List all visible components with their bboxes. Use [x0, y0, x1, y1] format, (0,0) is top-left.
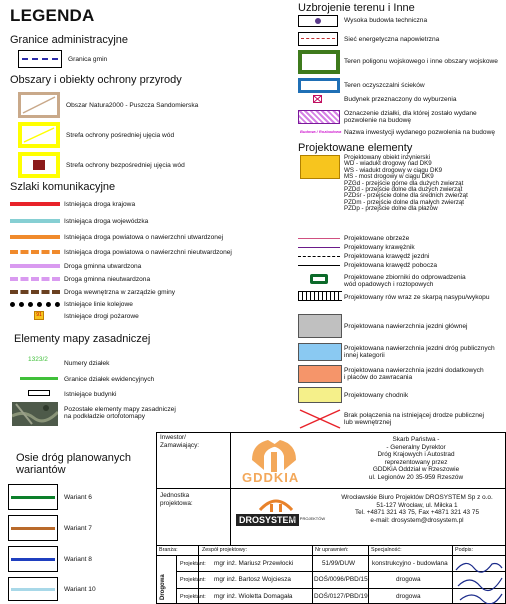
- route-swatch-gminna-nieutw: [10, 277, 60, 281]
- additional-road-swatch: [298, 365, 342, 383]
- route-label-3: Istniejąca droga powiatowa o nawierzchni nieutwardzonej: [64, 249, 232, 256]
- unit-label: Jednostka projektowa:: [160, 492, 193, 507]
- edge-border-swatch: [298, 238, 340, 239]
- route-label-6: Droga wewnętrzna w zarządzie gminy: [64, 289, 176, 296]
- hdr-sign: Podpis:: [455, 547, 473, 553]
- gddkia-logo-text: GDDKIA: [242, 470, 300, 485]
- row1-role: Projektant:: [180, 577, 206, 583]
- other-road-swatch: [298, 343, 342, 361]
- section-routes-heading: Szlaki komunikacyjne: [10, 181, 116, 193]
- wariant7-swatch: [8, 515, 58, 541]
- structure-swatch: [300, 155, 340, 179]
- drosystem-logo: [236, 496, 326, 540]
- row1-name: mgr inż. Bartosz Wojciesza: [214, 576, 291, 583]
- section-projected-heading: Projektowane elementy: [298, 142, 413, 154]
- base-label-2: Istniejące budynki: [64, 391, 117, 398]
- power-line-swatch: [298, 32, 338, 46]
- route-swatch-krajowa: [10, 202, 60, 206]
- projected-label-9: Projektowany chodnik: [344, 392, 409, 399]
- demolition-swatch: [313, 95, 322, 103]
- projected-label-4: Projektowane zbiorniki do odprowadzenia wód opadowych i roztopowych: [344, 274, 466, 289]
- sidewalk-swatch: [298, 387, 342, 403]
- hdr-spec: Specjalność:: [371, 547, 402, 553]
- drosystem-logo-text: DROSYSTEM: [236, 514, 299, 526]
- ditch-swatch: [298, 291, 342, 301]
- route-swatch-gminna-utw: [10, 264, 60, 268]
- military-swatch: [298, 50, 340, 74]
- base-label-0: Numery działek: [64, 360, 110, 367]
- permit-name-swatch: Budowa / Rozbudowa: [300, 129, 342, 134]
- projected-label-8: Projektowana nawierzchnia jezdni dodatkowych i placów do zawracania: [344, 367, 484, 382]
- row2-role: Projektant:: [180, 594, 206, 600]
- signature-marks: [452, 556, 506, 604]
- route-swatch-wojewodzka: [10, 219, 60, 223]
- wariant8-swatch: [8, 546, 58, 572]
- route-label-8: Istniejące drogi pożarowe: [64, 313, 139, 320]
- route-label-4: Droga gminna utwardzona: [64, 263, 142, 270]
- main-road-swatch: [298, 314, 342, 338]
- bezposrednia-swatch: [18, 152, 60, 178]
- route-label-2: Istniejąca droga powiatowa o nawierzchni utwardzonej: [64, 234, 224, 241]
- road-edge-swatch: [298, 256, 340, 257]
- protect-label-2: Strefa ochrony bezpośredniej ujęcia wód: [66, 162, 185, 169]
- row2-num: DOŚ/0127/PBD/19: [314, 593, 368, 600]
- parcel-number-sample: 1323/2: [28, 356, 48, 363]
- projected-label-6: Projektowana nawierzchnia jezdni głównej: [344, 323, 468, 330]
- terrain-label-4: Budynek przeznaczony do wyburzenia: [344, 96, 457, 103]
- oczyszczalnia-swatch: [298, 78, 340, 93]
- building-swatch: [28, 390, 50, 396]
- base-label-1: Granice działek ewidencyjnych: [64, 376, 155, 383]
- projected-label-1: Projektowany krawężnik: [344, 244, 415, 251]
- drosystem-logo-sub: BIURO PROJEKTÓW: [286, 516, 326, 521]
- terrain-label-1: Sieć energetyczna napowietrzna: [344, 36, 440, 43]
- section-admin-heading: Granice administracyjne: [10, 34, 128, 46]
- terrain-label-2: Teren poligonu wojskowego i inne obszary wojskowe: [344, 58, 498, 65]
- terrain-label-3: Teren oczyszczalni ścieków: [344, 82, 425, 89]
- projected-label-2: Projektowana krawędź jezdni: [344, 253, 430, 260]
- projected-label-10: Brak połączenia na istniejącej drodze publicznej lub wewnętrznej: [344, 412, 485, 427]
- projected-label-7: Projektowana nawierzchnia jezdni dróg publicznych innej kategorii: [344, 345, 495, 360]
- section-terrain-heading: Uzbrojenie terenu i Inne: [298, 2, 415, 14]
- wariant10-swatch: [8, 577, 58, 601]
- projected-structures: Projektowany obiekt inżynierski WD - wiadukt drogowy nad DK9 WS - wiadukt drogowy w ciągu DK9 MS - most drogowy w ciągu DK9 PZGd - przejście górne dla dużych zwierząt PZDd - przejście dolne dla dużych zwierząt PZDśr - przejście dolne dla średnich zwierząt PZDm - przejście dolne dla małych zwierząt PZDp - przejście dolne dla płazów: [344, 154, 468, 213]
- section-protect-heading: Obszary i obiekty ochrony przyrody: [10, 74, 182, 86]
- row2-name: mgr inż. Wioletta Domagała: [214, 593, 293, 600]
- hdr-number: Nr uprawnień:: [315, 547, 349, 553]
- shoulder-edge-swatch: [298, 265, 340, 266]
- axis-label-3: Wariant 10: [64, 586, 96, 593]
- wariant6-swatch: [8, 484, 58, 510]
- route-label-5: Droga gminna nieutwardzona: [64, 276, 151, 283]
- fire-road-swatch: 91: [34, 311, 44, 320]
- permit-parcel-swatch: [298, 110, 340, 124]
- reservoir-swatch: [310, 274, 328, 284]
- legend-title: LEGENDA: [10, 6, 95, 25]
- no-connection-swatch: [298, 408, 342, 430]
- route-swatch-wewnetrzna: [10, 290, 60, 294]
- axis-label-2: Wariant 8: [64, 556, 92, 563]
- admin-border-swatch: [18, 50, 62, 68]
- branch-vertical: Drogowa: [160, 574, 166, 600]
- projected-label-3: Projektowana krawędź pobocza: [344, 262, 438, 269]
- row2-spec: drogowa: [396, 593, 421, 600]
- protect-label-0: Obszar Natura2000 - Puszcza Sandomierska: [66, 102, 199, 109]
- gddkia-logo: [238, 436, 318, 486]
- posrednia-swatch: [18, 122, 60, 148]
- projected-label-0: Projektowane obrzeże: [344, 235, 410, 242]
- terrain-label-5: Oznaczenie działki, dla której zostało wydane pozwolenie na budowę: [344, 110, 477, 125]
- route-swatch-kolej: [10, 302, 60, 307]
- row0-num: 51/99/DUW: [322, 560, 356, 567]
- protect-label-1: Strefa ochrony pośredniej ujęcia wód: [66, 132, 175, 139]
- parcel-border-swatch: [20, 377, 58, 380]
- tall-structure-swatch: [298, 15, 338, 27]
- curb-swatch: [298, 247, 340, 248]
- unit-text: Wrocławskie Biuro Projektów DROSYSTEM Sp z o.o. 51-127 Wrocław, ul. Miłcka 1 Tel. +4871 321 43 75, Fax +4871 321 43 75 e-mail: drosystem@drosystem.pl: [341, 494, 493, 524]
- investor-label: Inwestor/ Zamawiający:: [160, 434, 200, 449]
- row1-num: DOŚ/0096/PBD/15: [314, 576, 368, 583]
- axis-label-1: Wariant 7: [64, 525, 92, 532]
- route-label-7: Istniejące linie kolejowe: [64, 301, 133, 308]
- natura-swatch: [18, 92, 60, 118]
- hdr-team: Zespół projektowy:: [202, 547, 247, 553]
- route-swatch-powiatowa-nieutw: [10, 250, 60, 254]
- section-axes-heading: Osie dróg planowanych wariantów: [16, 452, 131, 476]
- route-label-1: Istniejąca droga wojewódzka: [64, 218, 149, 225]
- projected-label-5: Projektowany rów wraz ze skarpą nasypu/wykopu: [344, 294, 490, 301]
- terrain-label-6: Nazwa inwestycji wydanego pozwolenia na budowę: [344, 129, 496, 136]
- investor-text: Skarb Państwa - - Generalny Dyrektor Dróg Krajowych i Autostrad reprezentowany przez GDDKiA Oddział w Rzeszowie ul. Legionów 20 35-959 Rzeszów: [368, 436, 464, 481]
- orthophoto-swatch: [12, 402, 58, 426]
- section-base-heading: Elementy mapy zasadniczej: [14, 333, 151, 345]
- terrain-label-0: Wysoka budowla techniczna: [344, 17, 428, 24]
- axis-label-0: Wariant 6: [64, 494, 92, 501]
- row0-name: mgr inż. Mariusz Przewłocki: [214, 560, 294, 567]
- base-label-3: Pozostałe elementy mapy zasadniczej na podkładzie ortofotomapy: [64, 406, 176, 421]
- row0-role: Projektant:: [180, 561, 206, 567]
- route-swatch-powiatowa-utw: [10, 235, 60, 239]
- hdr-branch: Branża:: [159, 547, 178, 553]
- route-label-0: Istniejąca droga krajowa: [64, 201, 136, 208]
- admin-label-0: Granica gmin: [68, 56, 108, 63]
- row1-spec: drogowa: [396, 576, 421, 583]
- row0-spec: konstrukcyjno - budowlana: [372, 560, 448, 567]
